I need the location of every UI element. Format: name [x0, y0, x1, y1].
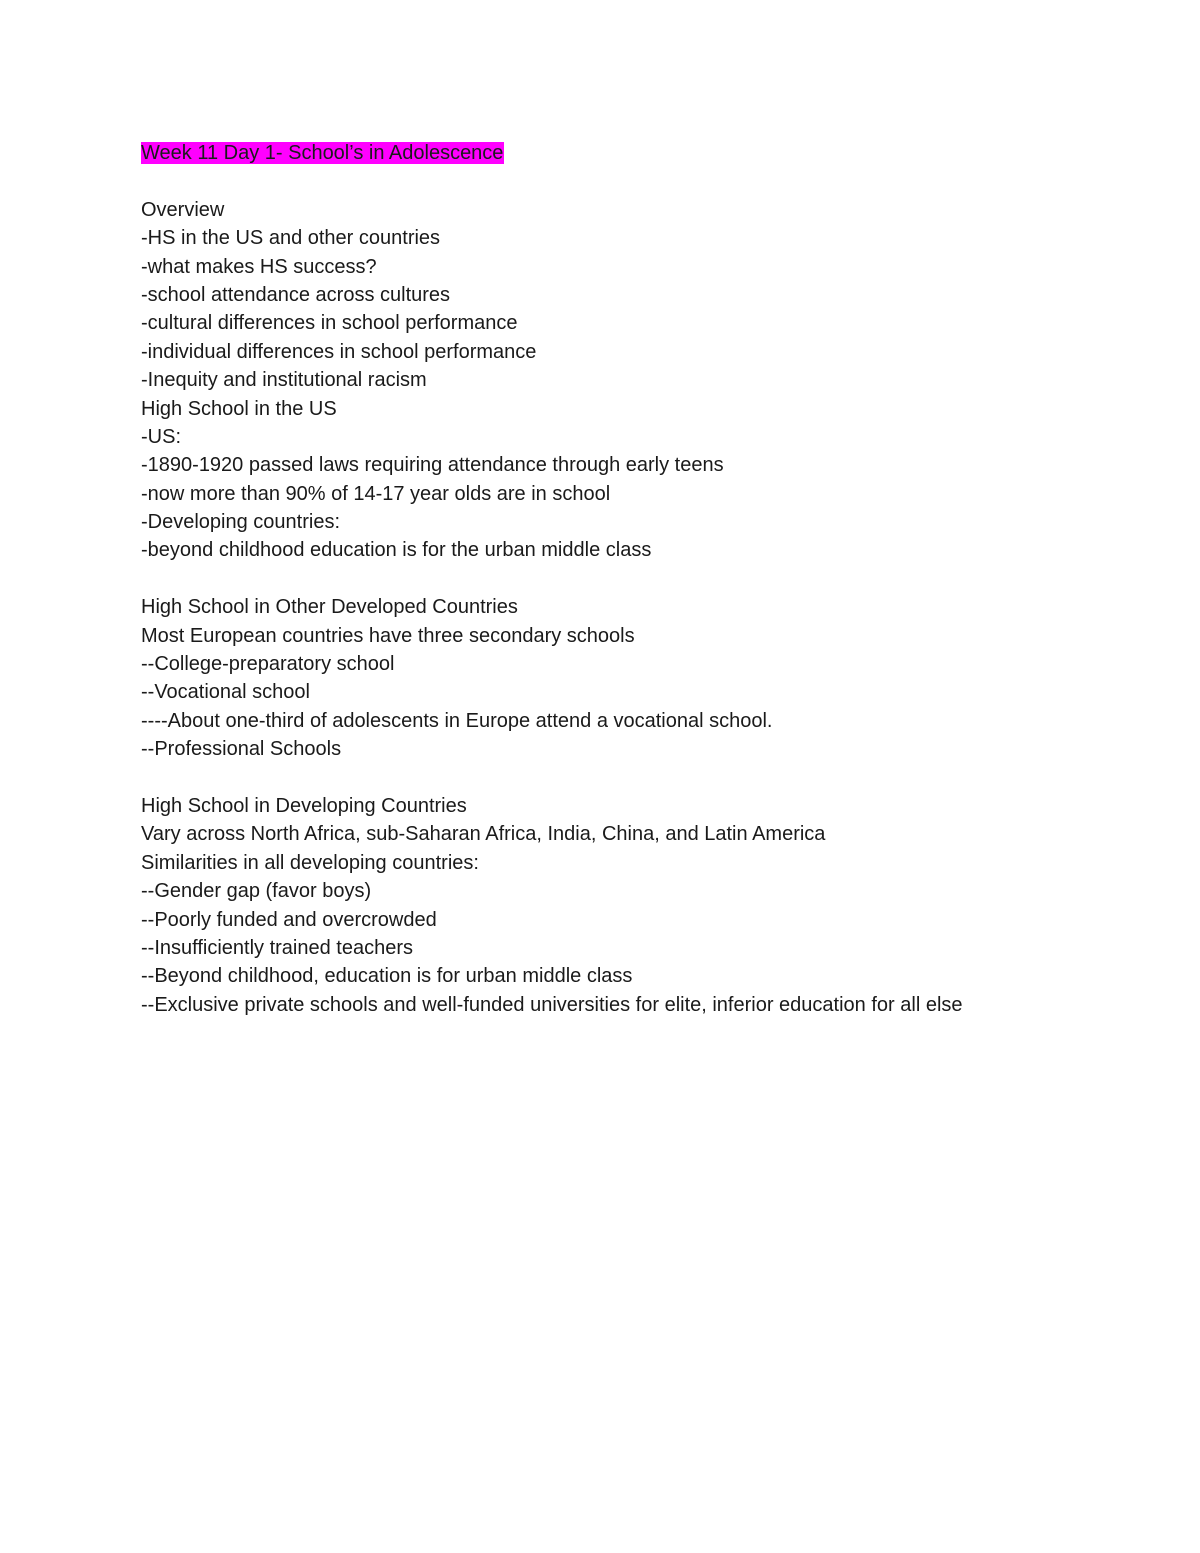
- developed-section-item: --Professional Schools: [141, 738, 342, 761]
- overview-item: -HS in the US and other countries: [141, 227, 441, 250]
- developed-section-item: ----About one-third of adolescents in Europe attend a vocational school.: [141, 709, 773, 732]
- developing-section-item: --Gender gap (favor boys): [141, 880, 372, 903]
- us-section-item: -Developing countries:: [141, 511, 340, 534]
- document-title-line: [141, 139, 1141, 167]
- us-section-item: -now more than 90% of 14-17 year olds are in school: [141, 482, 611, 505]
- blank-line: [141, 565, 1141, 593]
- developing-section-item: --Beyond childhood, education is for urban middle class: [141, 965, 633, 988]
- developing-section-item: --Poorly funded and overcrowded: [141, 908, 437, 931]
- overview-item: -what makes HS success?: [141, 255, 377, 278]
- developed-section-item: Most European countries have three secondary schools: [141, 624, 635, 647]
- blank-line: [141, 167, 1141, 195]
- overview-item: -cultural differences in school performance: [141, 312, 518, 335]
- developing-section-heading: High School in Developing Countries: [141, 794, 467, 817]
- developing-section-item: --Insufficiently trained teachers: [141, 936, 413, 959]
- developing-section-item: Vary across North Africa, sub-Saharan Africa, India, China, and Latin America: [141, 823, 826, 846]
- overview-heading: Overview: [141, 198, 225, 221]
- overview-item: -individual differences in school performance: [141, 340, 537, 363]
- document-title: Week 11 Day 1- School’s in Adolescence: [141, 142, 504, 164]
- overview-item: -Inequity and institutional racism: [141, 369, 427, 392]
- developed-section-heading: High School in Other Developed Countries: [141, 596, 518, 619]
- developing-section-item: --Exclusive private schools and well-funded universities for elite, inferior education for all else: [141, 993, 963, 1016]
- us-section-item: -US:: [141, 425, 181, 448]
- overview-item: -school attendance across cultures: [141, 283, 451, 306]
- blank-line: [141, 764, 1141, 792]
- developed-section-item: --Vocational school: [141, 681, 310, 704]
- us-section-item: -beyond childhood education is for the urban middle class: [141, 539, 652, 562]
- developing-section-item: Similarities in all developing countries:: [141, 851, 479, 874]
- us-section-item: -1890-1920 passed laws requiring attendance through early teens: [141, 454, 724, 477]
- developed-section-item: --College-preparatory school: [141, 653, 395, 676]
- us-section-heading: High School in the US: [141, 397, 337, 420]
- document-body: [141, 139, 1141, 1019]
